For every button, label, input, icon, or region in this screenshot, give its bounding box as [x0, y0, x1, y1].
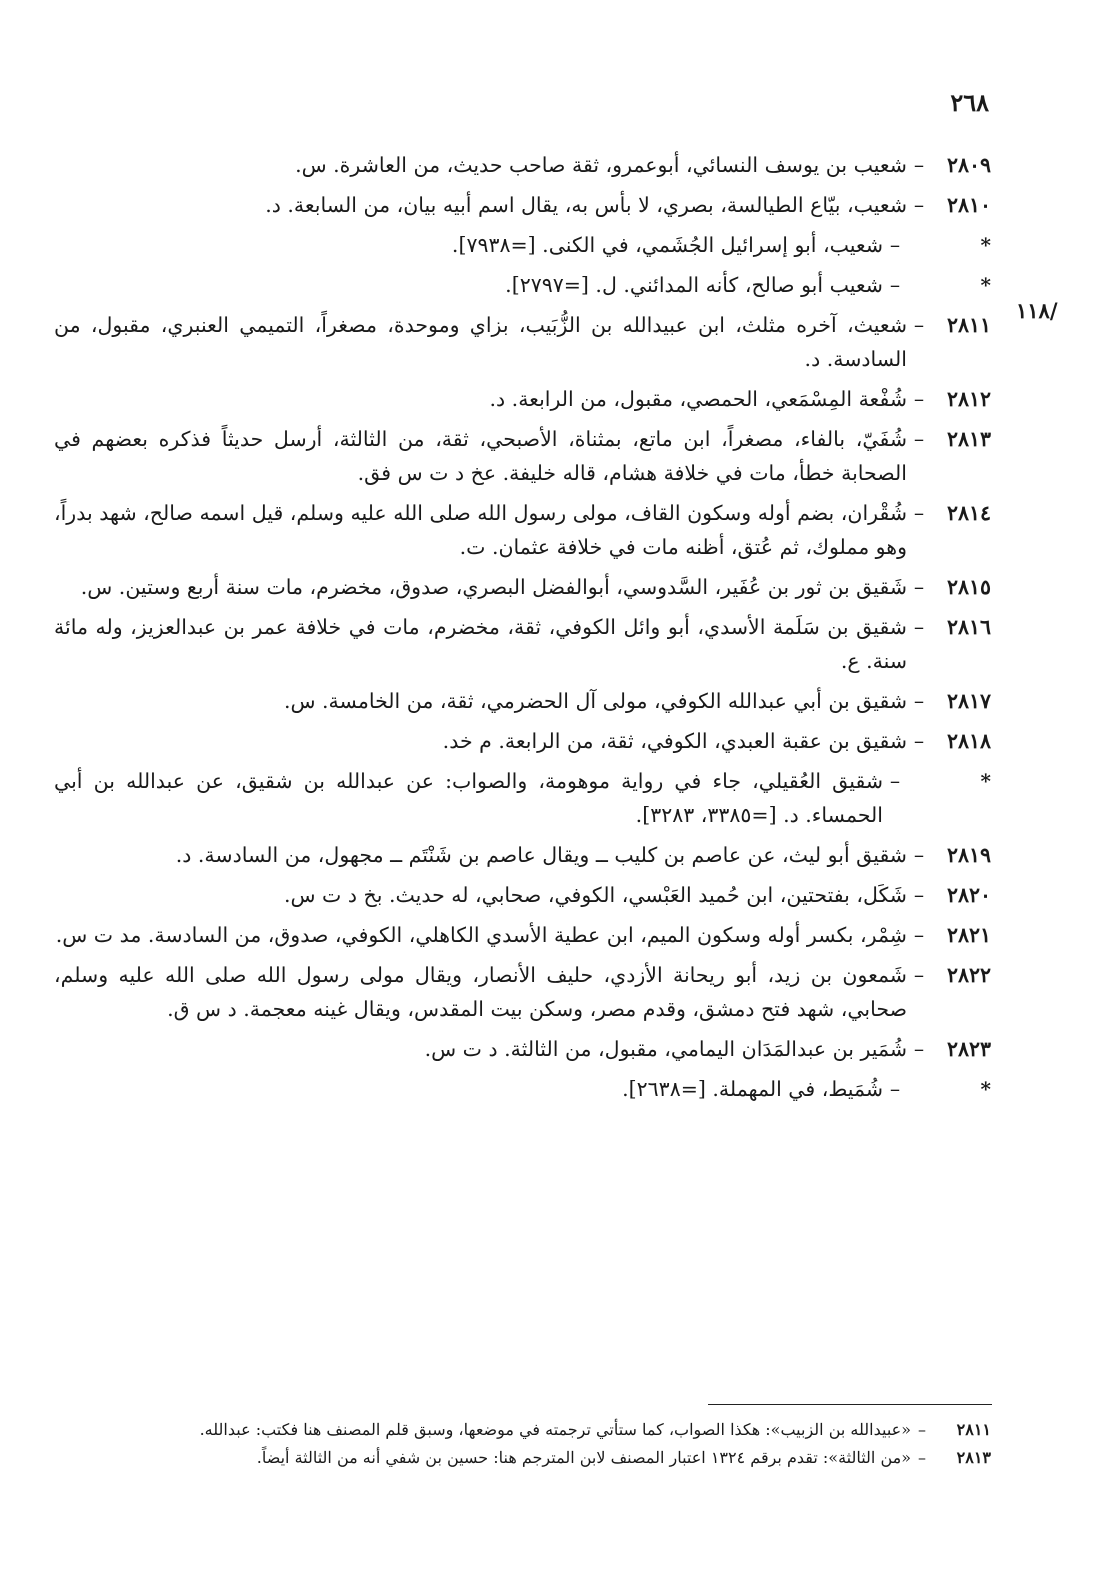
entry-dash: –	[913, 193, 925, 217]
entry-text: شُمَير بن عبدالمَدَان اليمامي، مقبول، من الثالثة. د ت س.	[424, 1037, 907, 1061]
entry-dash: –	[913, 387, 925, 411]
entry-dash: –	[913, 923, 925, 947]
entry-number: ٢٨١٨	[946, 729, 991, 753]
entry-number: ٢٨٢٣	[946, 1037, 991, 1061]
entry-dash: –	[913, 843, 925, 867]
asterisk-marker: *	[980, 769, 991, 793]
biography-entry	[54, 148, 991, 182]
entry-number: ٢٨١٣	[946, 427, 991, 451]
entry-dash: –	[913, 313, 925, 337]
entry-dash: –	[913, 729, 925, 753]
entry-text: شقيق بن أبي عبدالله الكوفي، مولى آل الحضرمي، ثقة، من الخامسة. س.	[283, 689, 907, 713]
cross-reference-entry	[54, 764, 991, 832]
entry-number: ٢٨١٥	[946, 575, 991, 599]
entry-text: شُمَيط، في المهملة. [=٢٦٣٨].	[622, 1077, 883, 1101]
footnotes	[54, 1416, 991, 1472]
entry-text: شعيب، أبو إسرائيل الجُشَمي، في الكنى. [=٧٩٣٨].	[451, 233, 883, 257]
entry-dash: –	[913, 501, 925, 525]
footnote	[54, 1444, 991, 1472]
entry-number: ٢٨١٢	[946, 387, 991, 411]
entry-dash: –	[913, 575, 925, 599]
entry-text: شقيق العُقيلي، جاء في رواية موهومة، والصواب: عن عبدالله بن شقيق، عن عبدالله بن أبي الحمساء. د. [=٣٣٨٥، ٣٢٨٣].	[54, 769, 884, 827]
entry-text: شقيق أبو ليث، عن عاصم بن كليب ــ ويقال عاصم بن شَنْتَم ــ مجهول، من السادسة. د.	[175, 843, 907, 867]
entry-number: ٢٨٠٩	[946, 153, 991, 177]
page-number: ٢٦٨	[950, 88, 989, 117]
footnote-text: «عبيدالله بن الزبيب»: هكذا الصواب، كما ستأتي ترجمته في موضعها، وسبق قلم المصنف هنا فكتب: عبدالله.	[199, 1420, 911, 1439]
entry-text: شَمعون بن زيد، أبو ريحانة الأزدي، حليف الأنصار، ويقال مولى رسول الله صلى الله عليه وسلم، صحابي، شهد فتح دمشق، وقدم مصر، وسكن بيت المقدس، ويقال غينه معجمة. د س ق.	[54, 963, 907, 1021]
entry-number: ٢٨٢٢	[946, 963, 991, 987]
entry-number: ٢٨١٦	[946, 615, 991, 639]
biography-entry	[54, 188, 991, 222]
biography-entry	[54, 958, 991, 1026]
entry-text: شُقْران، بضم أوله وسكون القاف، مولى رسول الله صلى الله عليه وسلم، قيل اسمه صالح، شهد بدراً، وهو مملوك، ثم عُتق، أظنه مات في خلافة عثمان. ت.	[54, 501, 907, 559]
entry-number: ٢٨٢٠	[946, 883, 991, 907]
biography-entry	[54, 918, 991, 952]
biography-entry	[54, 610, 991, 678]
entry-number: ٢٨١١	[946, 313, 991, 337]
entry-dash: –	[913, 427, 925, 451]
entry-text: شقيق بن عقبة العبدي، الكوفي، ثقة، من الرابعة. م خد.	[442, 729, 907, 753]
biography-entry	[54, 422, 991, 490]
entry-dash: –	[889, 769, 901, 793]
entry-dash: –	[913, 1037, 925, 1061]
entry-number: ٢٨٢١	[946, 923, 991, 947]
entry-text: شعيث، آخره مثلث، ابن عبيدالله بن الزُّبَيب، بزاي وموحدة، مصغراً، التميمي العنبري، مقبول، من السادسة. د.	[54, 313, 907, 371]
asterisk-marker: *	[980, 273, 991, 297]
margin-page-reference: /١١٨	[1016, 298, 1058, 323]
biography-entry	[54, 838, 991, 872]
entry-number: ٢٨١٤	[946, 501, 991, 525]
entry-number: ٢٨١٩	[946, 843, 991, 867]
biography-entry	[54, 382, 991, 416]
entry-dash: –	[913, 883, 925, 907]
biography-entry	[54, 496, 991, 564]
entry-dash: –	[889, 273, 901, 297]
entry-text: شُفْعة المِسْمَعي، الحمصي، مقبول، من الرابعة. د.	[489, 387, 907, 411]
biography-entry	[54, 308, 991, 376]
footnote-text: «من الثالثة»: تقدم برقم ١٣٢٤ اعتبار المصنف لابن المترجم هنا: حسين بن شفي أنه من الثالثة أيضاً.	[256, 1448, 911, 1467]
entry-dash: –	[913, 153, 925, 177]
entries-list	[54, 148, 991, 1112]
entry-text: شعيب أبو صالح، كأنه المدائني. ل. [=٢٧٩٧].	[505, 273, 883, 297]
asterisk-marker: *	[980, 1077, 991, 1101]
entry-text: شَقيق بن ثور بن عُفَير، السَّدوسي، أبوالفضل البصري، صدوق، مخضرم، مات سنة أربع وستين. س.	[80, 575, 907, 599]
entry-number: ٢٨١٠	[946, 193, 991, 217]
entry-text: شِمْر، بكسر أوله وسكون الميم، ابن عطية الأسدي الكاهلي، الكوفي، صدوق، من السادسة. مد ت س.	[55, 923, 907, 947]
entry-text: شعيب، بيّاع الطيالسة، بصري، لا بأس به، يقال اسم أبيه بيان، من السابعة. د.	[265, 193, 907, 217]
entry-text: شُفَيّ، بالفاء، مصغراً، ابن ماتع، بمثناة، الأصبحي، ثقة، من الثالثة، أرسل حديثاً فذكره بعضهم في الصحابة خطأ، مات في خلافة هشام، قاله خليفة. عخ د ت س فق.	[54, 427, 907, 485]
cross-reference-entry	[54, 228, 991, 262]
biography-entry	[54, 684, 991, 718]
footnote-separator	[708, 1404, 992, 1405]
biography-entry	[54, 878, 991, 912]
entry-dash: –	[913, 963, 925, 987]
entry-dash: –	[913, 615, 925, 639]
entry-dash: –	[889, 233, 901, 257]
biography-entry	[54, 1032, 991, 1066]
footnote	[54, 1416, 991, 1444]
cross-reference-entry	[54, 1072, 991, 1106]
footnote-dash: –	[918, 1420, 926, 1439]
biography-entry	[54, 570, 991, 604]
entry-text: شقيق بن سَلَمة الأسدي، أبو وائل الكوفي، ثقة، مخضرم، مات في خلافة عمر بن عبدالعزيز، وله مائة سنة. ع.	[54, 615, 907, 673]
footnote-number: ٢٨١١	[956, 1420, 991, 1439]
cross-reference-entry	[54, 268, 991, 302]
asterisk-marker: *	[980, 233, 991, 257]
entry-dash: –	[913, 689, 925, 713]
footnote-number: ٢٨١٣	[956, 1448, 991, 1467]
entry-dash: –	[889, 1077, 901, 1101]
entry-text: شَكَل، بفتحتين، ابن حُميد العَبْسي، الكوفي، صحابي، له حديث. بخ د ت س.	[284, 883, 907, 907]
entry-number: ٢٨١٧	[946, 689, 991, 713]
biography-entry	[54, 724, 991, 758]
footnote-dash: –	[918, 1448, 926, 1467]
entry-text: شعيب بن يوسف النسائي، أبوعمرو، ثقة صاحب حديث، من العاشرة. س.	[295, 153, 907, 177]
